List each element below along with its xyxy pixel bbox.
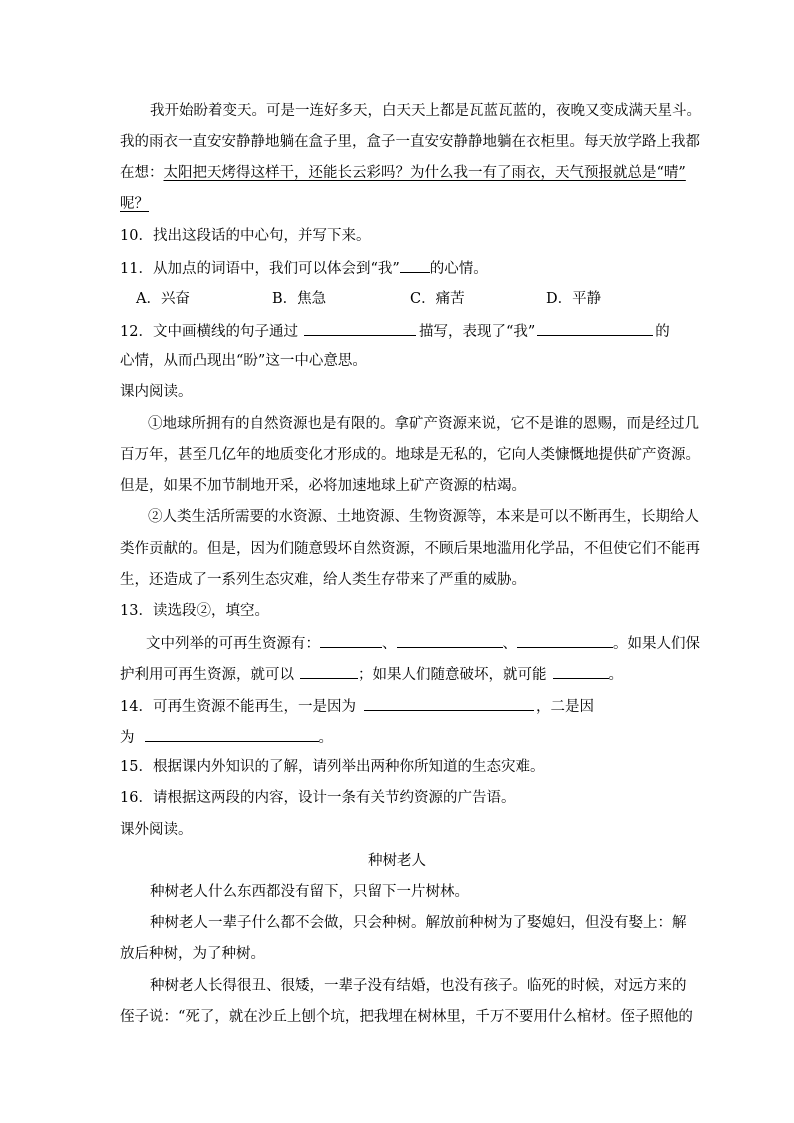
option-d[interactable]: D．平静 [546,291,602,307]
option-a[interactable]: A．兴奋 [136,291,190,307]
question-14-text: ，二是因 [535,699,594,715]
question-10: 10．找出这段话的中心句，并写下来。 [120,228,371,244]
question-13-text: ；如果人们随意破坏，就可能 [358,667,547,683]
option-b[interactable]: B．焦急 [272,291,327,307]
question-12-text: 12．文中画横线的句子通过 [120,324,298,340]
separator: 、 [502,636,517,652]
question-15: 15．根据课内外知识的了解，请列举出两种你所知道的生态灾难。 [120,759,545,775]
passage3-line: 生，还造成了一系列生态灾难，给人类生存带来了严重的威胁。 [120,572,526,588]
answer-blank[interactable] [397,632,503,648]
section-heading-outclass: 课外阅读。 [120,822,193,838]
question-14-text: 为 [120,730,135,746]
answer-blank[interactable] [400,257,430,273]
underlined-sentence-end: 呢？ [120,196,149,212]
question-11 [120,257,488,279]
answer-blank[interactable] [553,663,609,679]
passage2-line: 百万年，甚至几亿年的地质变化才形成的。地球是无私的，它向人类慷慨地提供矿产资源。 [120,447,700,463]
question-13-text: 护利用可再生资源，就可以 [120,667,294,683]
answer-blank[interactable] [364,695,534,711]
underlined-sentence: 太阳把天烤得这样干，还能长云彩吗？为什么我一有了雨衣，天气预报就总是“晴” [163,165,686,181]
passage2-line: ①地球所拥有的自然资源也是有限的。拿矿产资源来说，它不是谁的恩赐，而是经过几 [148,416,699,432]
question-12-text: 的 [655,324,670,340]
question-14-text: 。 [318,730,333,746]
question-13-fill [146,632,700,654]
story-line: 侄子说：“死了，就在沙丘上刨个坑，把我埋在树林里，千万不要用什么棺材。侄子照他的 [120,1009,693,1025]
answer-blank[interactable] [145,726,319,742]
question-11-text-end: 的心情。 [429,261,488,277]
answer-blank[interactable] [304,320,416,336]
passage2-line: 但是，如果不加节制地开采，必将加速地球上矿产资源的枯竭。 [120,478,526,494]
answer-blank[interactable] [300,663,358,679]
question-13: 13．读选段②，填空。 [120,603,269,619]
story-line: 种树老人长得很丑、很矮，一辈子没有结婚，也没有孩子。临死的时候，对远方来的 [150,978,687,994]
question-12 [120,320,670,342]
passage1-line: 我开始盼着变天。可是一连好多天，白天天上都是瓦蓝瓦蓝的，夜晚又变成满天星斗。 [150,103,701,119]
question-13-text: 文中列举的可再生资源有： [146,636,320,652]
question-12-cont: 心情，从而凸现出“盼”这一中心意思。 [120,353,367,369]
question-13-text: 。如果人们保 [613,636,700,652]
separator: 、 [382,636,397,652]
passage3-line: 类作贡献的。但是，因为们随意毁坏自然资源，不顾后果地滥用化学品，不但使它们不能再 [120,541,700,557]
story-line: 放后种树，为了种树。 [120,946,265,962]
question-14 [120,695,594,717]
section-heading-inclass: 课内阅读。 [120,384,193,400]
option-c[interactable]: C．痛苦 [410,291,465,307]
story-line: 种树老人一辈子什么都不会做，只会种树。解放前种树为了娶媳妇，但没有娶上：解 [150,915,687,931]
story-title: 种树老人 [368,853,426,869]
question-13-fill-cont [120,663,623,685]
story-line: 种树老人什么东西都没有留下，只留下一片树林。 [150,884,469,900]
answer-blank[interactable] [537,320,653,336]
answer-blank[interactable] [320,632,382,648]
question-16: 16．请根据这两段的内容，设计一条有关节约资源的广告语。 [120,790,516,806]
question-12-text: 描写，表现了“我” [418,324,536,340]
passage1-text: 在想： [120,165,164,181]
answer-blank[interactable] [517,632,613,648]
question-14-cont [120,726,333,748]
question-14-text: 14．可再生资源不能再生，一是因为 [120,699,356,715]
passage1-line [120,163,686,183]
question-11-text: 11．从加点的词语中，我们可以体会到“我” [120,261,400,277]
passage3-line: ②人类生活所需要的水资源、土地资源、生物资源等，本来是可以不断再生，长期给人 [148,509,699,525]
question-13-text: 。 [608,667,623,683]
passage1-line: 我的雨衣一直安安静静地躺在盒子里，盒子一直安安静静地躺在衣柜里。每天放学路上我都 [120,134,700,150]
